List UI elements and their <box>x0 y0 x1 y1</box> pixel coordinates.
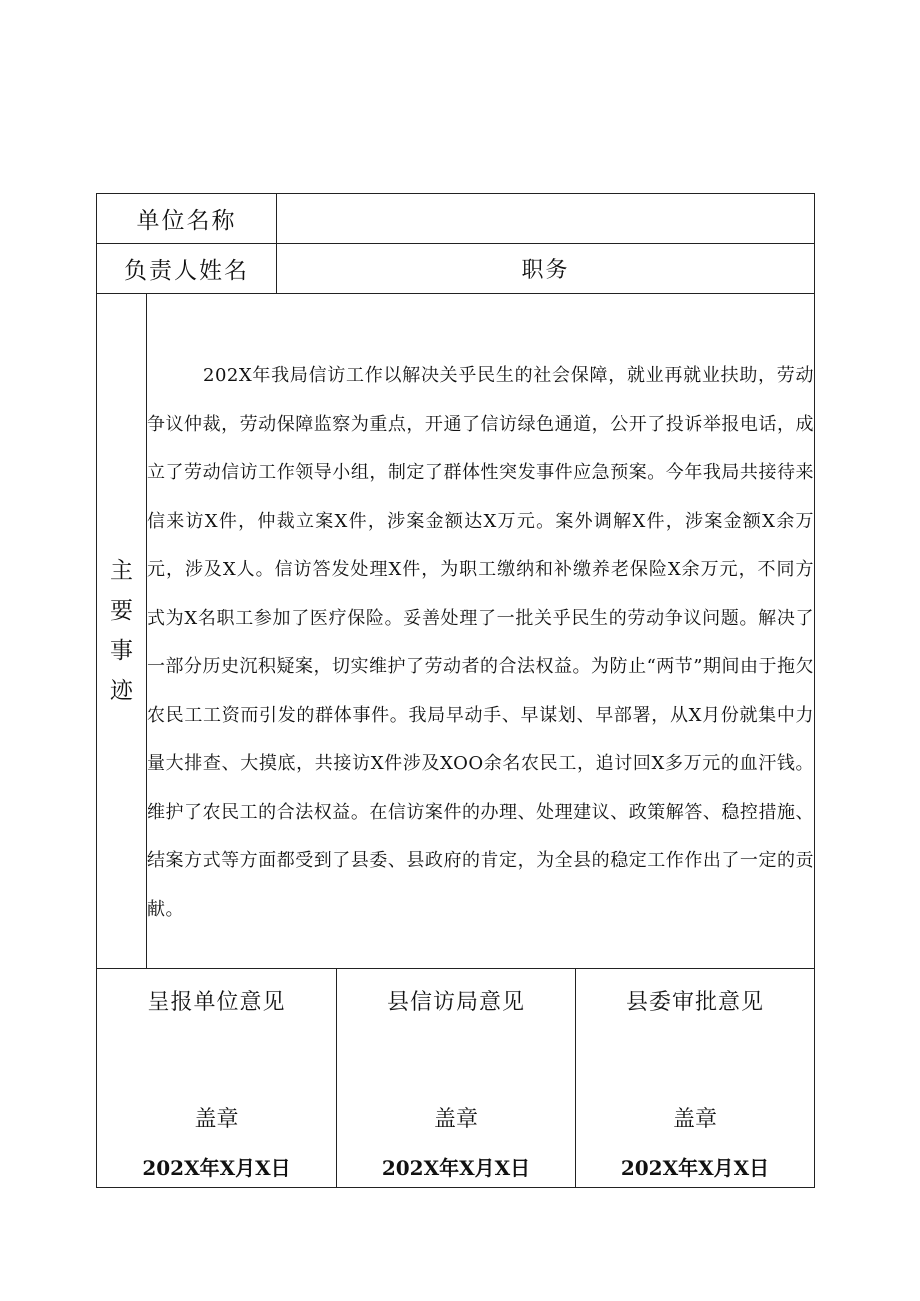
submitting-unit-opinion <box>97 969 337 1187</box>
main-deeds-paragraph: 202X年我局信访工作以解决关乎民生的社会保障，就业再就业扶助，劳动争议仲裁，劳动保障监察为重点，开通了信访绿色通道，公开了投诉举报电话，成立了劳动信访工作领导小组，制定了群体性突发事件应急预案。今年我局共接待来信来访X件，仲裁立案X件，涉案金额达X万元。案外调解X件，涉案金额X余万元，涉及X人。信访答发处理X件，为职工缴纳和补缴养老保险X余万元，不同方式为X名职工参加了医疗保险。妥善处理了一批关乎民生的劳动争议问题。解决了一部分历史沉积疑案，切实维护了劳动者的合法权益。为防止“两节”期间由于拖欠农民工工资而引发的群体事件。我局早动手、早谋划、早部署，从X月份就集中力量大排查、大摸底，共接访X件涉及XOO余名农民工，追讨回X多万元的血汗钱。维护了农民工的合法权益。在信访案件的办理、处理建议、政策解答、稳控措施、结案方式等方面都受到了县委、县政府的肯定，为全县的稳定工作作出了一定的贡献。 <box>147 365 814 920</box>
main-deeds-row <box>97 294 814 969</box>
opinion-seal: 盖章 <box>194 1107 239 1132</box>
main-deeds-char-2: 要 <box>110 598 133 624</box>
responsible-person-label: 负责人姓名 <box>97 244 277 293</box>
opinion-seal: 盖章 <box>433 1107 478 1132</box>
main-deeds-char-3: 事 <box>110 638 133 664</box>
opinion-date: 202X年X月X日 <box>381 1156 531 1180</box>
opinion-title: 呈报单位意见 <box>147 990 286 1015</box>
award-form-table <box>96 193 815 1188</box>
petition-bureau-opinion <box>337 969 576 1187</box>
position-label: 职务 <box>521 258 570 283</box>
opinion-title: 县委审批意见 <box>625 990 764 1015</box>
opinions-row <box>97 969 814 1187</box>
unit-name-field[interactable] <box>277 194 814 243</box>
opinion-date: 202X年X月X日 <box>620 1156 770 1180</box>
unit-name-row <box>97 194 814 244</box>
unit-name-label: 单位名称 <box>97 194 277 243</box>
opinion-title: 县信访局意见 <box>386 990 525 1015</box>
main-deeds-char-1: 主 <box>110 558 133 584</box>
responsible-person-row <box>97 244 814 294</box>
main-deeds-char-4: 迹 <box>110 678 133 704</box>
opinion-date: 202X年X月X日 <box>142 1156 291 1180</box>
opinion-seal: 盖章 <box>672 1107 717 1132</box>
county-committee-opinion <box>576 969 814 1187</box>
main-deeds-label <box>97 294 147 968</box>
main-deeds-content <box>147 294 814 968</box>
